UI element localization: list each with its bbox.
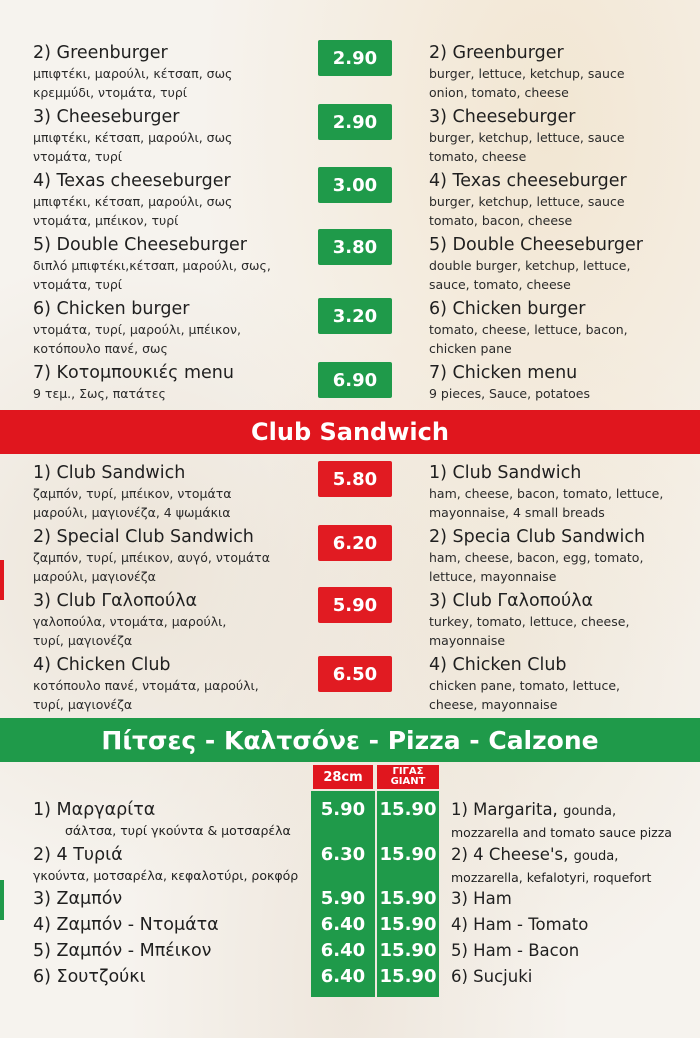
item-name-gr: 1) Club Sandwich: [33, 463, 186, 483]
item-name-gr: 3) Club Γαλοπούλα: [33, 591, 197, 611]
item-name-gr: 2) Greenburger: [33, 43, 168, 63]
edge-strip-green: [0, 880, 4, 920]
item-desc-en: mozzarella and tomato sauce pizza: [451, 825, 672, 840]
item-name-gr: 3) Cheeseburger: [33, 107, 180, 127]
item-name-gr: 6) Chicken burger: [33, 299, 190, 319]
item-desc-en: mayonnaise, 4 small breads: [429, 505, 605, 520]
item-sub-en: gounda,: [563, 804, 617, 819]
item-name-en: 4) Texas cheeseburger: [429, 171, 627, 191]
price-badge: 6.20: [318, 525, 392, 561]
item-desc-gr: ντομάτα, μπέικον, τυρί: [33, 213, 179, 228]
item-name-gr: 1) Μαργαρίτα: [33, 800, 156, 820]
item-name-gr: 3) Ζαμπόν: [33, 889, 123, 909]
price-28cm: 6.30: [320, 844, 366, 865]
item-sub-en: gouda,: [573, 849, 619, 864]
item-desc-en: burger, ketchup, lettuce, sauce: [429, 130, 625, 145]
item-desc-gr: μπιφτέκι, κέτσαπ, μαρούλι, σως: [33, 194, 233, 209]
price-giant: 15.90: [379, 844, 437, 865]
item-desc-gr: μαρούλι, μαγιονέζα, 4 ψωμάκια: [33, 505, 231, 520]
item-name-en: 1) Margarita,: [451, 800, 558, 819]
item-desc-gr: κοτόπουλο πανέ, σως: [33, 341, 168, 356]
item-desc-gr: τυρί, μαγιονέζα: [33, 633, 133, 648]
item-desc-gr: ζαμπόν, τυρί, μπέικον, ντομάτα: [33, 486, 232, 501]
item-name-en: 3) Ham: [451, 889, 512, 908]
item-name-en: 4) Ham - Tomato: [451, 915, 589, 934]
price-giant: 15.90: [379, 940, 437, 961]
item-name-gr: 2) Special Club Sandwich: [33, 527, 254, 547]
item-name-gr: 4) Chicken Club: [33, 655, 171, 675]
price-badge: 2.90: [318, 40, 392, 76]
item-desc-en: mayonnaise: [429, 633, 506, 648]
item-name-en: 2) 4 Cheese's,: [451, 845, 569, 864]
item-desc-gr: 9 τεμ., Σως, πατάτες: [33, 386, 166, 401]
item-name-gr: 6) Σουτζούκι: [33, 967, 146, 987]
price-badge: 3.80: [318, 229, 392, 265]
size-header-giant-en: GIANT: [390, 776, 426, 787]
item-desc-gr: κοτόπουλο πανέ, ντομάτα, μαρούλι,: [33, 678, 259, 693]
price-giant: 15.90: [379, 914, 437, 935]
item-name-en: 3) Cheeseburger: [429, 107, 576, 127]
item-desc-en: tomato, bacon, cheese: [429, 213, 573, 228]
price-28cm: 6.40: [320, 914, 366, 935]
item-desc-gr: κρεμμύδι, ντομάτα, τυρί: [33, 85, 188, 100]
item-name-en: 6) Chicken burger: [429, 299, 586, 319]
item-desc-gr: μαρούλι, μαγιονέζα: [33, 569, 156, 584]
item-desc-gr: γαλοπούλα, ντομάτα, μαρούλι,: [33, 614, 227, 629]
item-name-en: 5) Ham - Bacon: [451, 941, 580, 960]
section-title-pizza: Πίτσες - Καλτσόνε - Pizza - Calzone: [0, 718, 700, 762]
price-badge: 5.90: [318, 587, 392, 623]
item-desc-en: tomato, cheese: [429, 149, 527, 164]
price-28cm: 6.40: [320, 966, 366, 987]
price-28cm: 5.90: [320, 888, 366, 909]
price-28cm: 5.90: [320, 799, 366, 820]
price-giant: 15.90: [379, 966, 437, 987]
price-badge: 3.00: [318, 167, 392, 203]
item-name-en: 5) Double Cheeseburger: [429, 235, 643, 255]
item-desc-en: chicken pane: [429, 341, 512, 356]
item-desc-en: sauce, tomato, cheese: [429, 277, 571, 292]
item-name-gr: 2) 4 Τυριά: [33, 845, 123, 865]
price-badge: 2.90: [318, 104, 392, 140]
item-name-en: 2) Greenburger: [429, 43, 564, 63]
item-desc-en: cheese, mayonnaise: [429, 697, 558, 712]
item-desc-en: burger, lettuce, ketchup, sauce: [429, 66, 625, 81]
item-desc-gr: σάλτσα, τυρί γκούντα & μοτσαρέλα: [65, 823, 291, 838]
item-name-en: 7) Chicken menu: [429, 363, 578, 383]
item-desc-gr: τυρί, μαγιονέζα: [33, 697, 133, 712]
item-name-en: 4) Chicken Club: [429, 655, 567, 675]
item-desc-en: double burger, ketchup, lettuce,: [429, 258, 631, 273]
item-name-gr: 5) Double Cheeseburger: [33, 235, 247, 255]
item-desc-en: chicken pane, tomato, lettuce,: [429, 678, 620, 693]
price-badge: 6.90: [318, 362, 392, 398]
price-badge: 5.80: [318, 461, 392, 497]
size-header-giant-gr: ΓΙΓΑΣ: [392, 766, 424, 777]
price-badge: 6.50: [318, 656, 392, 692]
item-name-gr: 4) Texas cheeseburger: [33, 171, 231, 191]
price-28cm: 6.40: [320, 940, 366, 961]
section-title-club-sandwich: Club Sandwich: [0, 410, 700, 454]
item-desc-en: lettuce, mayonnaise: [429, 569, 557, 584]
item-name-en: 1) Club Sandwich: [429, 463, 582, 483]
item-desc-gr: γκούντα, μοτσαρέλα, κεφαλοτύρι, ροκφόρ: [33, 868, 299, 883]
item-desc-en: burger, ketchup, lettuce, sauce: [429, 194, 625, 209]
item-desc-gr: ζαμπόν, τυρί, μπέικον, αυγό, ντομάτα: [33, 550, 270, 565]
item-name-en: 6) Sucjuki: [451, 967, 533, 986]
item-name-en: 3) Club Γαλοπούλα: [429, 591, 593, 611]
item-desc-en: 9 pieces, Sauce, potatoes: [429, 386, 590, 401]
size-header-giant: [377, 765, 439, 789]
item-desc-en: onion, tomato, cheese: [429, 85, 569, 100]
item-desc-en: ham, cheese, bacon, tomato, lettuce,: [429, 486, 664, 501]
price-giant: 15.90: [379, 888, 437, 909]
item-desc-en: turkey, tomato, lettuce, cheese,: [429, 614, 630, 629]
item-desc-gr: διπλό μπιφτέκι,κέτσαπ, μαρούλι, σως,: [33, 258, 271, 273]
price-giant: 15.90: [379, 799, 437, 820]
item-name-gr: 7) Κοτομπουκιές menu: [33, 363, 234, 383]
item-desc-en: tomato, cheese, lettuce, bacon,: [429, 322, 628, 337]
item-desc-gr: μπιφτέκι, κέτσαπ, μαρούλι, σως: [33, 130, 233, 145]
edge-strip-red: [0, 560, 4, 600]
item-desc-gr: ντομάτα, τυρί: [33, 149, 122, 164]
item-desc-en: mozzarella, kefalotyri, roquefort: [451, 870, 652, 885]
item-desc-gr: ντομάτα, τυρί, μαρούλι, μπέικον,: [33, 322, 241, 337]
price-badge: 3.20: [318, 298, 392, 334]
item-desc-gr: ντομάτα, τυρί: [33, 277, 122, 292]
item-name-gr: 4) Ζαμπόν - Ντομάτα: [33, 915, 219, 935]
item-name-en: 2) Specia Club Sandwich: [429, 527, 646, 547]
item-desc-en: ham, cheese, bacon, egg, tomato,: [429, 550, 644, 565]
item-name-gr: 5) Ζαμπόν - Μπέικον: [33, 941, 212, 961]
item-desc-gr: μπιφτέκι, μαρούλι, κέτσαπ, σως: [33, 66, 233, 81]
size-header-28cm: 28cm: [313, 765, 373, 789]
